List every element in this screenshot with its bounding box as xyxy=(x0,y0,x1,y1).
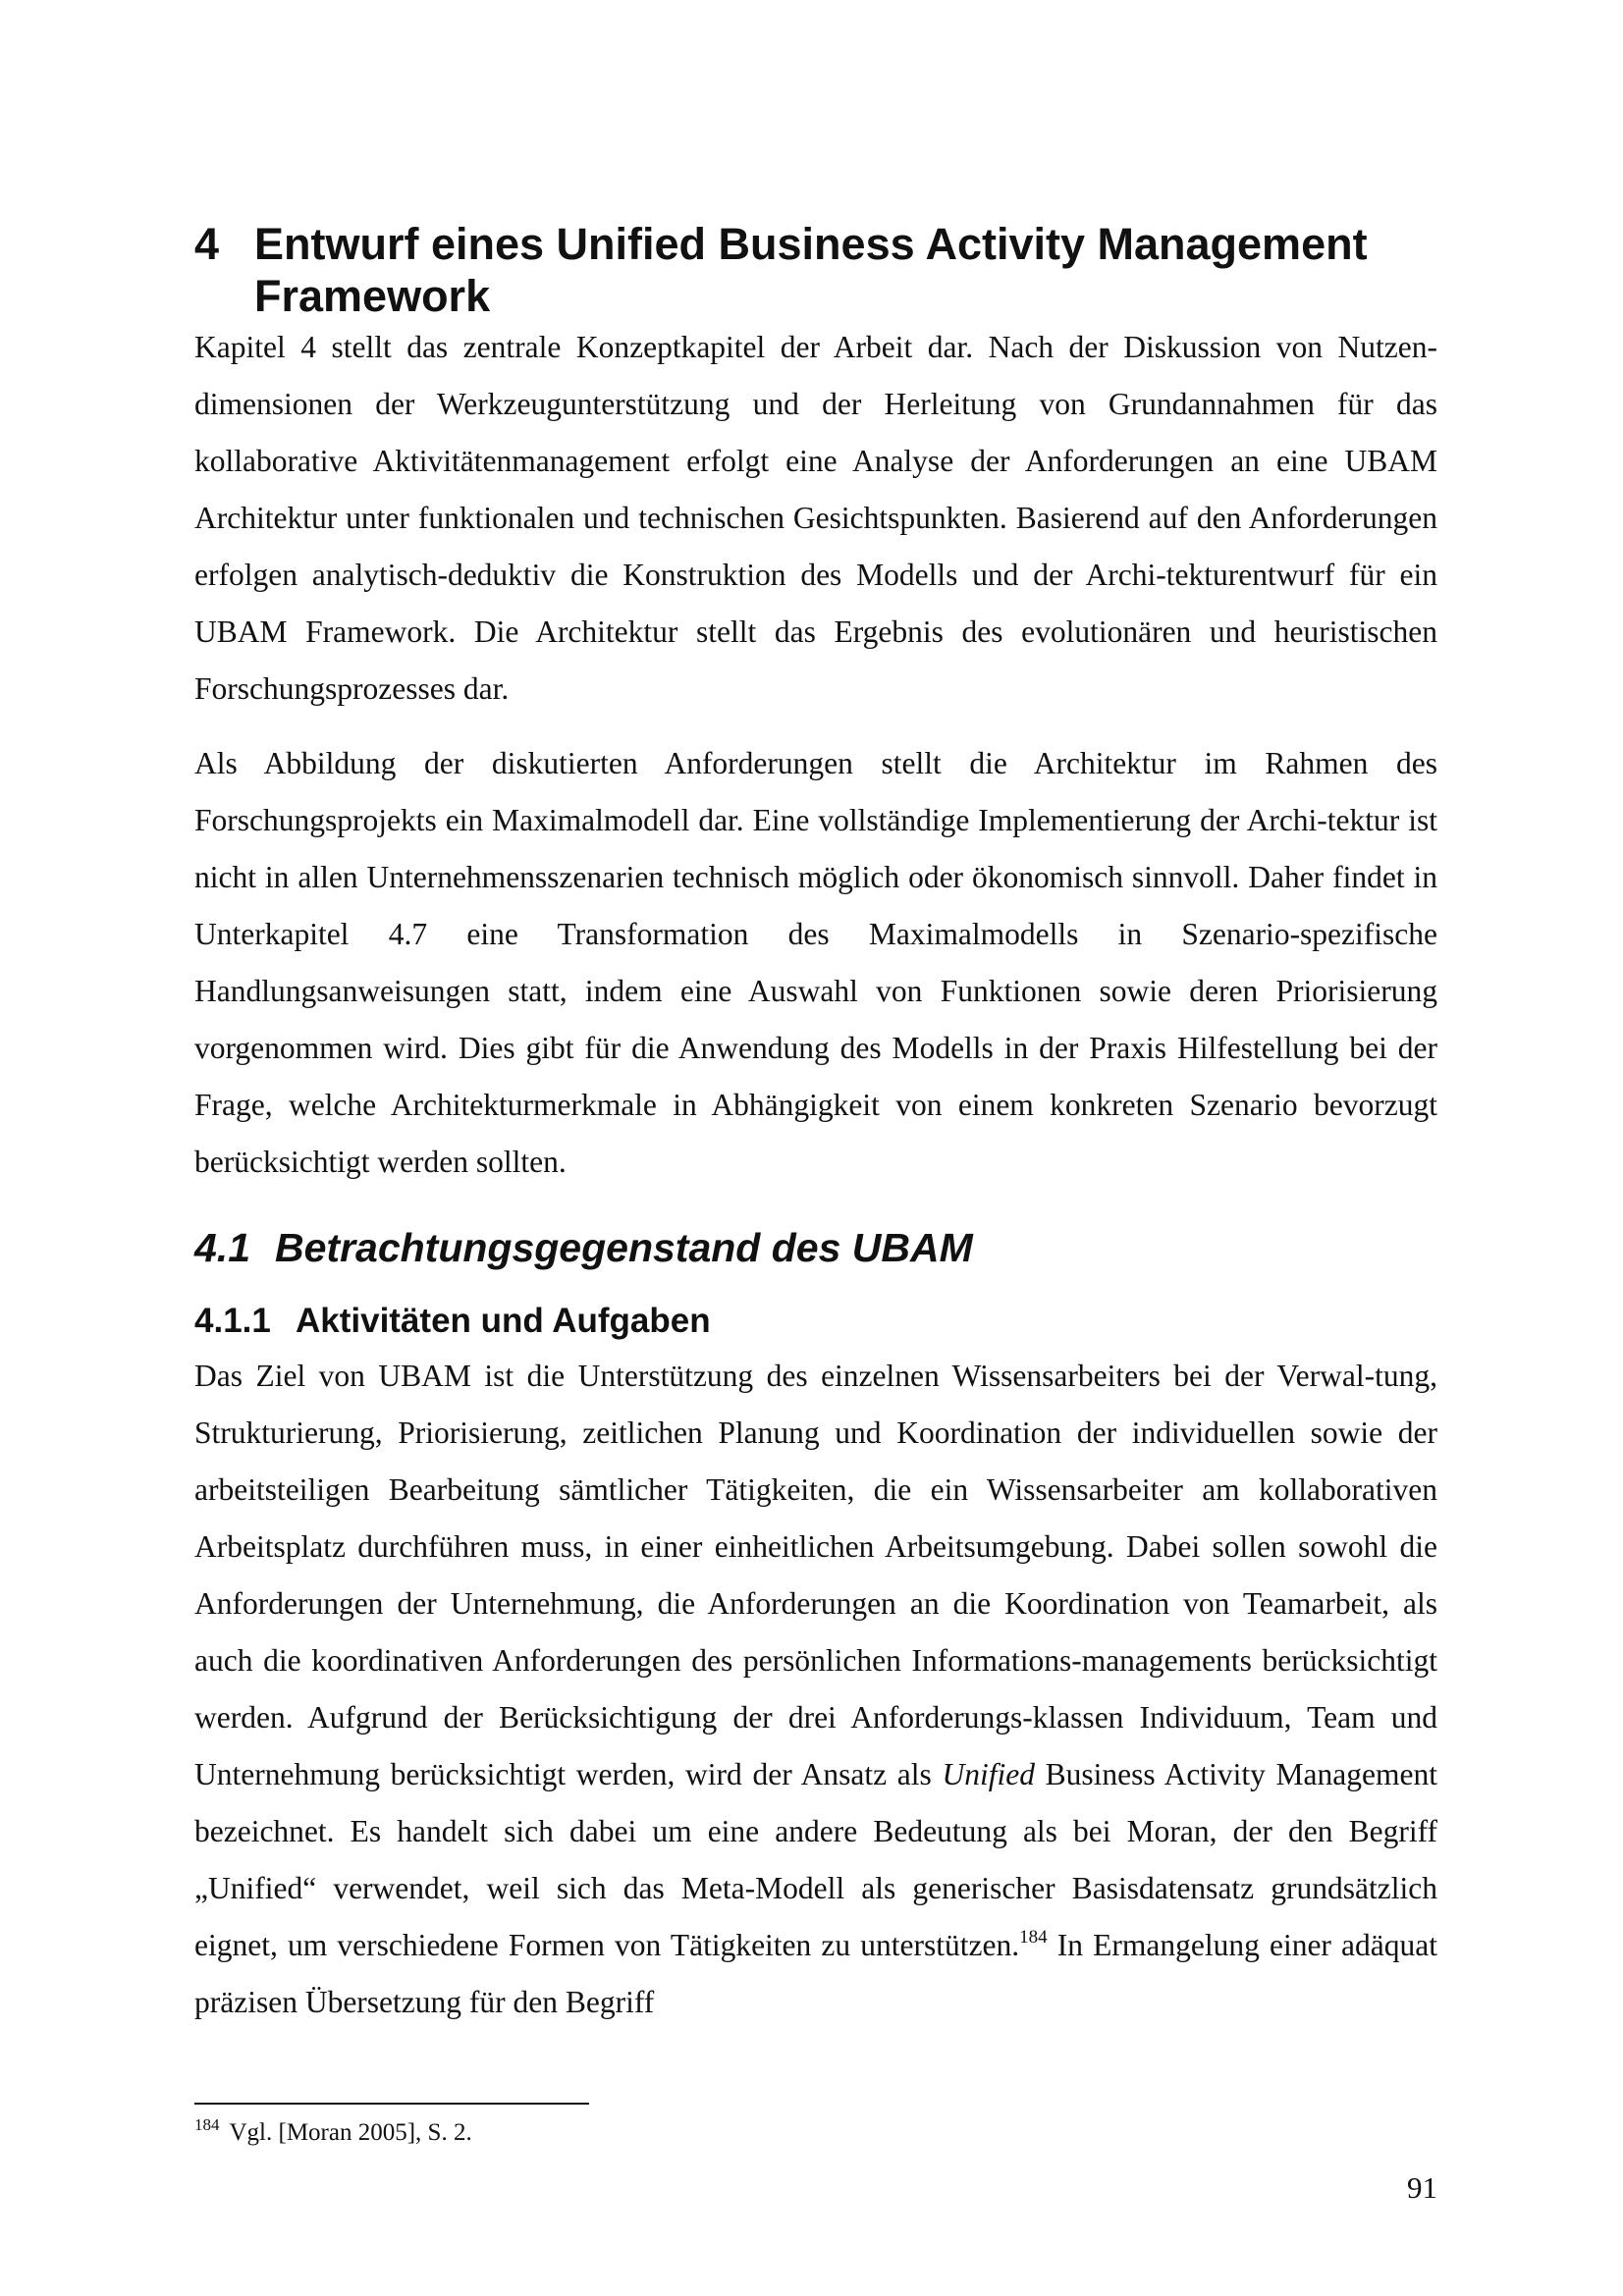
footnote-reference[interactable]: 184 xyxy=(1019,1927,1048,1948)
section-title: Betrachtungsgegenstand des UBAM xyxy=(275,1225,973,1270)
subsection-title: Aktivitäten und Aufgaben xyxy=(296,1302,711,1340)
footnote-number: 184 xyxy=(194,2115,220,2134)
subsection-text-part2: Business Activity Management bezeichnet. Es handelt sich dabei um eine andere Bedeutung als bei Moran, der den Begriff „Unified“ verwendet, weil sich das Meta-Modell als generischer Basisdatensatz grundsätzlich eignet, um verschiedene Formen von Tätigkeiten zu unterstützen. xyxy=(194,1757,1437,1962)
chapter-title-line2: Framework xyxy=(254,271,491,321)
section-heading xyxy=(194,1224,973,1271)
page-number: 91 xyxy=(1407,2170,1437,2205)
section-number: 4.1 xyxy=(194,1225,250,1270)
chapter-intro-paragraph: Kapitel 4 stellt das zentrale Konzeptkapitel der Arbeit dar. Nach der Diskussion von Nutzen-dimensionen der Werkzeugunterstützung und der Herleitung von Grundannahmen für das kollaborative Aktivitätenmanagement erfolgt eine Analyse der Anforderungen an eine UBAM Architektur unter funktionalen und technischen Gesichtspunkten. Basierend auf den Anforderungen erfolgen analytisch-deduktiv die Konstruktion des Modells und der Archi-tekturentwurf für ein UBAM Framework. Die Architektur stellt das Ergebnis des evolutionären und heuristischen Forschungsprozesses dar. xyxy=(194,330,1437,706)
subsection-number: 4.1.1 xyxy=(194,1302,271,1340)
chapter-number: 4 xyxy=(194,219,220,269)
chapter-heading xyxy=(194,218,1471,322)
unified-emphasis: Unified xyxy=(942,1757,1035,1791)
subsection-text-part3: In Ermangelung einer adäquat präzisen Übersetzung für den Begriff xyxy=(194,1928,1438,2019)
chapter-second-paragraph: Als Abbildung der diskutierten Anforderungen stellt die Architektur im Rahmen des Forschungsprojekts ein Maximalmodell dar. Eine vollständige Implementierung der Archi-tektur ist nicht in allen Unternehmensszenarien technisch möglich oder ökonomisch sinnvoll. Daher findet in Unterkapitel 4.7 eine Transformation des Maximalmodells in Szenario-spezifische Handlungsanweisungen statt, indem eine Auswahl von Funktionen sowie deren Priorisierung vorgenommen wird. Dies gibt für die Anwendung des Modells in der Praxis Hilfestellung bei der Frage, welche Architekturmerkmale in Abhängigkeit von einem konkreten Szenario bevorzugt berücksichtigt werden sollten. xyxy=(194,746,1437,1179)
subsection-heading xyxy=(194,1301,711,1342)
subsection-text-part1: Das Ziel von UBAM ist die Unterstützung des einzelnen Wissensarbeiters bei der Verwal-tung, Strukturierung, Priorisierung, zeitlichen Planung und Koordination der individuellen sowie der arbeitsteiligen Bearbeitung sämtlicher Tätigkeiten, die ein Wissensarbeiter am kollaborativen Arbeitsplatz durchführen muss, in einer einheitlichen Arbeitsumgebung. Dabei sollen sowohl die Anforderungen der Unternehmung, die Anforderungen an die Koordination von Teamarbeit, als auch die koordinativen Anforderungen des persönlichen Informations-managements berücksichtigt werden. Aufgrund der Berücksichtigung der drei Anforderungs-klassen Individuum, Team und Unternehmung berücksichtigt werden, wird der Ansatz als xyxy=(194,1359,1437,1791)
footnote-separator xyxy=(194,2103,589,2105)
footnote-text: Vgl. [Moran 2005], S. 2. xyxy=(229,2119,472,2146)
subsection-paragraph xyxy=(194,1348,1437,2031)
chapter-title-line1: Entwurf eines Unified Business Activity Management xyxy=(254,219,1368,269)
footnote xyxy=(194,2116,472,2150)
